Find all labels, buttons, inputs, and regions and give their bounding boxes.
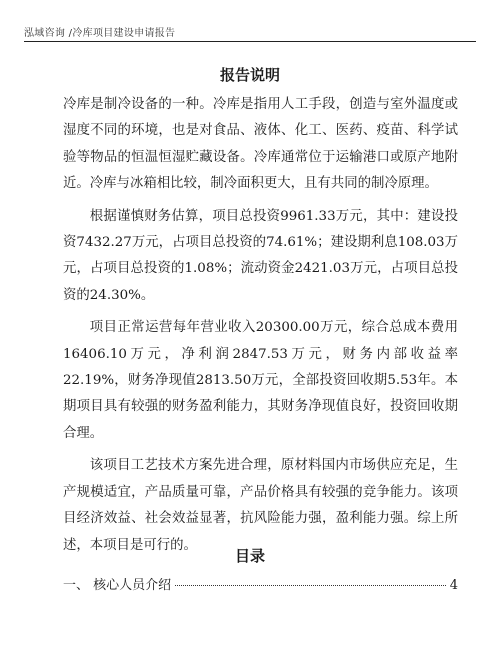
header-divider — [24, 41, 476, 42]
paragraph-operation: 项目正常运营每年营业收入20300.00万元，综合总成本费用16406.10万元，净利润2847.53万元，财务内部收益率22.19%，财务净现值2813.50万元，全部投资回收期5.53年。本期项目具有较强的财务盈利能力，其财务净现值良好，投资回收期合理。 — [63, 320, 458, 441]
toc-entry-page: 4 — [449, 578, 458, 593]
paragraph-conclusion: 该项目工艺技术方案先进合理，原材料国内市场供应充足，生产规模适宜，产品质量可靠，产品价格具有较强的竞争能力。该项目经济效益、社会效益显著，抗风险能力强，盈利能力强。综上所述，本项目是可行的。 — [63, 458, 458, 553]
toc-leader-dots — [175, 585, 446, 586]
report-title: 报告说明 — [219, 66, 280, 84]
document-header-breadcrumb: 泓域咨询 /冷库项目建设申请报告 — [24, 28, 176, 39]
toc-entry[interactable] — [63, 574, 458, 593]
toc-title: 目录 — [234, 547, 265, 565]
paragraph-investment: 根据谨慎财务估算，项目总投资9961.33万元，其中：建设投资7432.27万元，占项目总投资的74.61%；建设期利息108.03万元，占项目总投资的1.08%；流动资金2421.03万元，占项目总投资的24.30%。 — [63, 208, 458, 303]
paragraph-intro: 冷库是制冷设备的一种。冷库是指用人工手段，创造与室外温度或湿度不同的环境，也是对食品、液体、化工、医药、疫苗、科学试验等物品的恒温恒湿贮藏设备。冷库通常位于运输港口或原产地附近。冷库与冰箱相比较，制冷面积更大，且有共同的制冷原理。 — [63, 97, 458, 192]
report-body — [63, 92, 458, 565]
toc-entry-label: 一、 核心人员介绍 — [63, 578, 172, 593]
